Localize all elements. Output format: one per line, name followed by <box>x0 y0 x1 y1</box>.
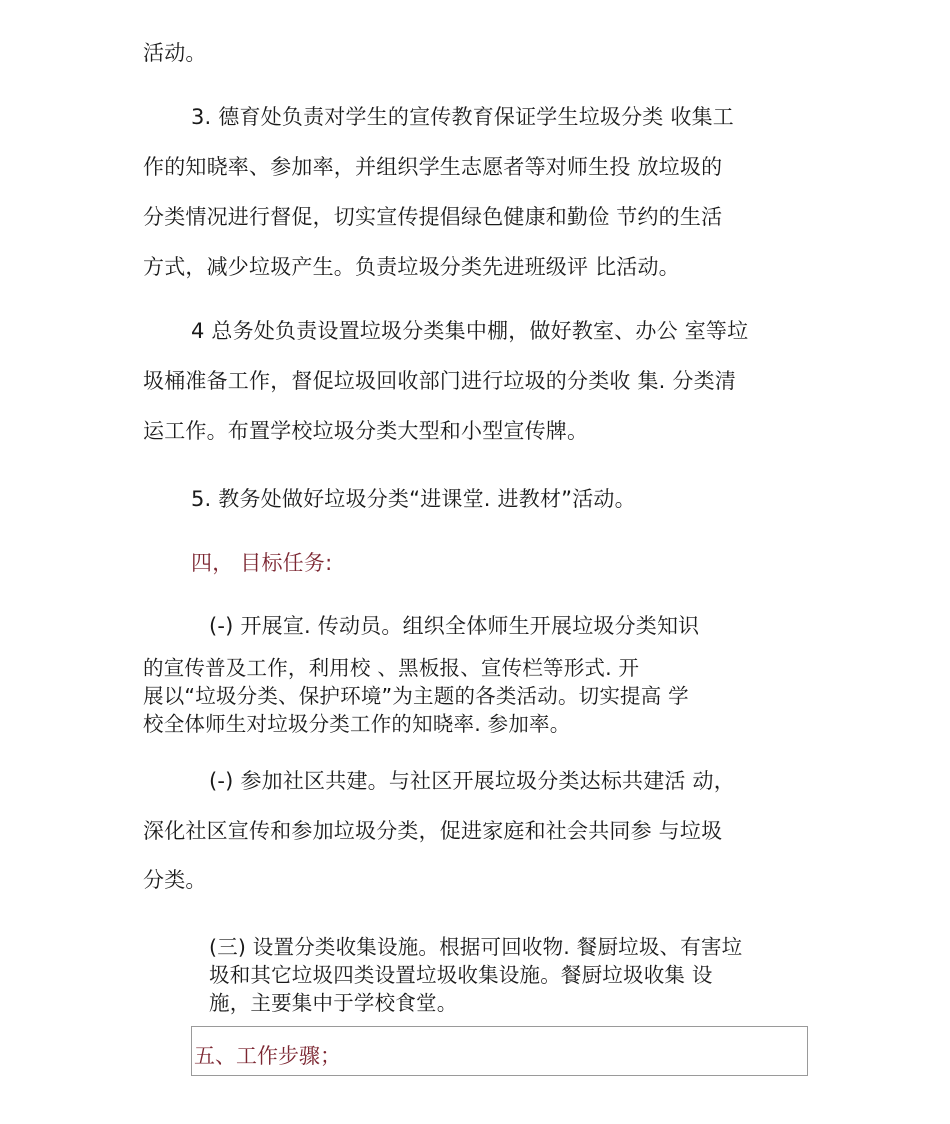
text-line: 的宣传普及工作，利用校 、黑板报、宣传栏等形式. 开 <box>143 656 640 680</box>
text-line: 3. 德育处负责对学生的宣传教育保证学生垃圾分类 收集工 <box>191 105 734 129</box>
text-line: 运工作。布置学校垃圾分类大型和小型宣传牌。 <box>143 419 589 443</box>
text-line: 校全体师生对垃圾分类工作的知晓率. 参加率。 <box>143 712 571 736</box>
text-line: 展以“垃圾分类、保护环境”为主题的各类活动。切实提高 学 <box>143 684 689 708</box>
paragraph-continuation: 活动。 <box>143 41 207 65</box>
section-heading-steps: 五、工作步骤； <box>194 1044 341 1068</box>
section-heading-box <box>191 1026 808 1076</box>
text-line: (-) 开展宣. 传动员。组织全体师生开展垃圾分类知识 <box>209 614 700 638</box>
paragraph-academic-affairs: 5. 教务处做好垃圾分类“进课堂. 进教材”活动。 <box>191 487 636 511</box>
text-line: 分类情况进行督促，切实宣传提倡绿色健康和勤俭 节约的生活 <box>143 205 723 229</box>
text-line: 作的知晓率、参加率，并组织学生志愿者等对师生投 放垃圾的 <box>143 155 723 179</box>
text-line: 圾和其它垃圾四类设置垃圾收集设施。餐厨垃圾收集 设 <box>209 963 713 987</box>
text-line: 4 总务处负责设置垃圾分类集中棚，做好教室、办公 室等垃 <box>191 319 749 343</box>
section-heading-goals: 四， 目标任务: <box>191 551 333 575</box>
text-line: 分类。 <box>143 868 207 892</box>
text-line: 施，主要集中于学校食堂。 <box>209 991 458 1015</box>
text-line: (三) 设置分类收集设施。根据可回收物. 餐厨垃圾、有害垃 <box>209 935 743 959</box>
text-line: 方式，减少垃圾产生。负责垃圾分类先进班级评 比活动。 <box>143 255 680 279</box>
text-line: (-) 参加社区共建。与社区开展垃圾分类达标共建活 动， <box>209 769 735 793</box>
text-line: 圾桶准备工作，督促垃圾回收部门进行垃圾的分类收 集. 分类清 <box>143 369 737 393</box>
text-line: 深化社区宣传和参加垃圾分类，促进家庭和社会共同参 与垃圾 <box>143 819 723 843</box>
